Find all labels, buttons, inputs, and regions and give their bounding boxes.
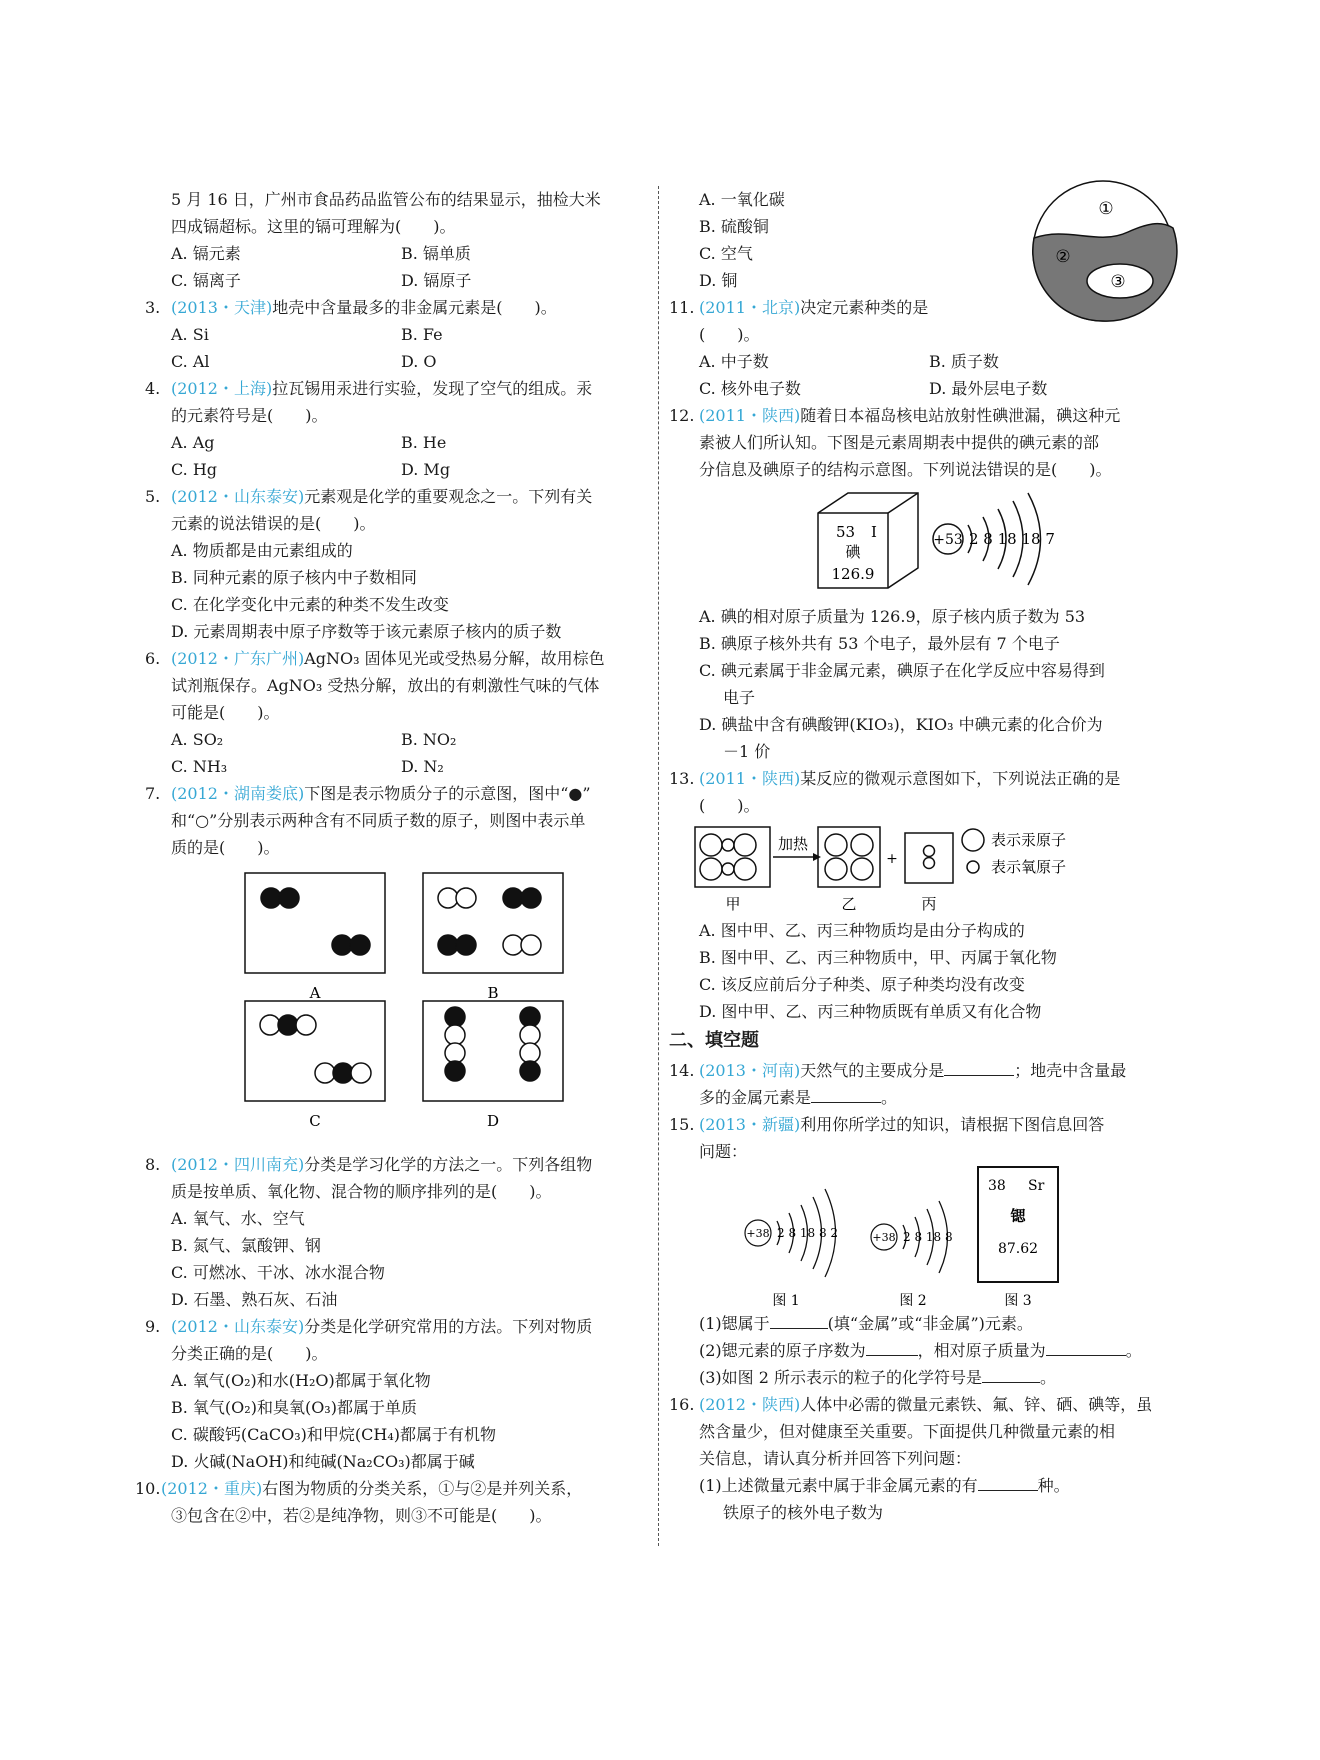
q5-number: 5. [145,487,161,506]
q11-options-row1 [673,348,1178,375]
q11-number: 11. [669,298,695,317]
q13-option-b: B. 图中甲、乙、丙三种物质中，甲、丙属于氧化物 [699,948,1057,967]
q15-stem [669,1111,1178,1138]
reaction-condition: 加热 [777,835,809,853]
fig2-nucleus: +38 [872,1231,896,1244]
iodine-shell-electrons: 2 8 18 18 7 [969,530,1055,548]
q6-option-c: C. NH₃ [171,757,228,776]
q16-sub1 [673,1472,1178,1499]
q15-sub3-text-b: 。 [1040,1368,1057,1387]
q4-option-b: B. He [401,433,447,452]
q6-stem [145,645,645,672]
fig2-shells: 2 8 18 8 [903,1230,953,1244]
section-fill-in-title: 二、填空题 [669,1030,759,1051]
q5-text2: 元素的说法错误的是( )。 [171,514,376,533]
q5-text: 元素观是化学的重要观念之一。下列有关 [304,487,593,506]
q12-stem [669,402,1178,429]
q4-option-d: D. Mg [401,460,451,479]
q14-text: 天然气的主要成分是 [800,1061,945,1080]
legend-mercury: 表示汞原子 [991,831,1067,849]
q16-text2: 然含量少，但对健康至关重要。下面提供几种微量元素的相 [699,1422,1116,1441]
q2-line1: 5 月 16 日，广州市食品药品监管公布的结果显示，抽检大米 [171,190,601,209]
q11-option-a: A. 中子数 [699,352,769,371]
q12-option-c: C. 碘元素属于非金属元素，碘原子在化学反应中容易得到 [699,661,1105,680]
q15-sub2-text-b: ，相对原子质量为 [917,1341,1046,1360]
q7-text3: 质的是( )。 [171,838,280,857]
q8-text: 分类是学习化学的方法之一。下列各组物 [304,1155,593,1174]
right-column [669,186,1178,1526]
q16-number: 16. [669,1395,695,1414]
q7-label-c: C [309,1112,321,1130]
q7-label-b: B [487,984,499,1002]
q13-figure [673,819,1178,917]
q16-sub1-text-a: (1)上述微量元素中属于非金属元素的有 [699,1476,978,1495]
q6-text3: 可能是( )。 [171,703,280,722]
q8-option-c: C. 可燃冰、干冰、冰水混合物 [171,1263,385,1282]
q2-line2: 四成镉超标。这里的镉可理解为( )。 [171,217,456,236]
q3-source: (2013・天津) [171,298,273,317]
q13-option-c: C. 该反应前后分子种类、原子种类均没有改变 [699,975,1025,994]
q16-text: 人体中必需的微量元素铁、氟、锌、硒、碘等，虽 [800,1395,1153,1414]
fig2-caption: 图 2 [899,1293,927,1309]
q8-source: (2012・四川南充) [171,1155,305,1174]
q15-sub2-blank-1[interactable] [866,1341,918,1356]
q13-option-d: D. 图中甲、乙、丙三种物质既有单质又有化合物 [699,1002,1042,1021]
label-yi: 乙 [841,895,857,913]
q13-option-a: A. 图中甲、乙、丙三种物质均是由分子构成的 [699,921,1025,940]
q12-text: 随着日本福岛核电站放射性碘泄漏，碘这种元 [800,406,1121,425]
label-jia: 甲 [725,895,741,913]
q11-text: 决定元素种类的是 [800,298,929,317]
q14-blank-1[interactable] [944,1061,1014,1076]
q15-sub2-text-c: 。 [1125,1341,1142,1360]
venn-label-3: ③ [1110,272,1126,292]
q4-text2: 的元素符号是( )。 [171,406,328,425]
q6-option-b: B. NO₂ [401,730,457,749]
q7-number: 7. [145,784,161,803]
sr-name: 锶 [1010,1207,1026,1225]
q7-box-d [423,1001,563,1101]
q16-sub1-text-b: 种。 [1037,1476,1070,1495]
q10-option-d: D. 铜 [699,271,738,290]
q8-text2: 质是按单质、氧化物、混合物的顺序排列的是( )。 [171,1182,552,1201]
q14-blank-2[interactable] [811,1088,881,1103]
q10-source: (2012・重庆) [161,1479,263,1498]
q15-sub3-text-a: (3)如图 2 所示表示的粒子的化学符号是 [699,1368,983,1387]
q16-sub1-line2: 铁原子的核外电子数为 [723,1503,884,1522]
q8-option-d: D. 石墨、熟石灰、石油 [171,1290,338,1309]
q11-option-c: C. 核外电子数 [699,379,801,398]
q8-option-b: B. 氮气、氯酸钾、钢 [171,1236,321,1255]
q6-source: (2012・广东广州) [171,649,305,668]
q12-figure [673,483,1178,603]
q7-box-b [423,873,563,973]
q11-options-row2 [673,375,1178,402]
venn-label-2: ② [1055,247,1071,267]
strontium-diagrams [673,1165,1178,1310]
q4-number: 4. [145,379,161,398]
q7-molecule-diagram [145,861,645,1151]
q6-options-row1 [145,726,645,753]
sr-atomic-number: 38 [988,1178,1006,1194]
q7-stem [145,780,645,807]
q9-option-b: B. 氧气(O₂)和臭氧(O₃)都属于单质 [171,1398,417,1417]
q14-text2: 多的金属元素是 [699,1088,812,1107]
q2-options-row2 [145,267,645,294]
q11-source: (2011・北京) [699,298,801,317]
q6-number: 6. [145,649,161,668]
q3-stem [145,294,645,321]
q13-text: 某反应的微观示意图如下，下列说法正确的是 [800,769,1121,788]
q7-figure [145,861,645,1151]
q14-stem [669,1057,1178,1084]
q6-text2: 试剂瓶保存。AgNO₃ 受热分解，放出的有刺激性气味的气体 [171,676,600,695]
iodine-name: 碘 [845,543,861,561]
q4-options-row1 [145,429,645,456]
q13-source: (2011・陕西) [699,769,801,788]
q12-option-b: B. 碘原子核外共有 53 个电子，最外层有 7 个电子 [699,634,1060,653]
q11-text2: ( )。 [699,325,760,344]
q9-option-d: D. 火碱(NaOH)和纯碱(Na₂CO₃)都属于碱 [171,1452,475,1471]
q6-option-a: A. SO₂ [171,730,224,749]
fig1-caption: 图 1 [772,1293,800,1309]
q4-option-a: A. Ag [171,433,215,452]
q4-text: 拉瓦锡用汞进行实验，发现了空气的组成。汞 [272,379,593,398]
q10-number: 10. [135,1479,161,1498]
q9-option-c: C. 碳酸钙(CaCO₃)和甲烷(CH₄)都属于有机物 [171,1425,496,1444]
venn-label-1: ① [1098,199,1114,219]
q15-figure [673,1165,1178,1310]
q6-options-row2 [145,753,645,780]
q3-text: 地壳中含量最多的非金属元素是( )。 [272,298,557,317]
q8-option-a: A. 氧气、水、空气 [171,1209,305,1228]
left-column [135,186,645,1529]
q3-option-d: D. O [401,352,437,371]
q12-text3: 分信息及碘原子的结构示意图。下列说法错误的是( )。 [699,460,1112,479]
q15-text: 利用你所学过的知识，请根据下图信息回答 [800,1115,1105,1134]
q3-options-row2 [145,348,645,375]
q5-option-d: D. 元素周期表中原子序数等于该元素原子核内的质子数 [171,622,562,641]
q7-text2: 和“○”分别表示两种含有不同质子数的原子，则图中表示单 [171,811,586,830]
q12-source: (2011・陕西) [699,406,801,425]
q3-options-row1 [145,321,645,348]
q14-number: 14. [669,1061,695,1080]
q13-number: 13. [669,769,695,788]
q3-option-b: B. Fe [401,325,443,344]
q12-option-d: D. 碘盐中含有碘酸钾(KIO₃)，KIO₃ 中碘元素的化合价为 [699,715,1103,734]
q12-option-c-cont: 电子 [723,688,756,707]
q14-line2 [673,1084,1178,1111]
q5-source: (2012・山东泰安) [171,487,305,506]
q4-source: (2012・上海) [171,379,273,398]
iodine-symbol: I [871,523,877,541]
fig3-caption: 图 3 [1004,1293,1032,1309]
q6-option-d: D. N₂ [401,757,444,776]
q7-label-a: A [309,984,321,1002]
label-bing: 丙 [921,895,937,913]
q15-sub2-blank-2[interactable] [1046,1341,1126,1356]
q4-stem [145,375,645,402]
q15-sub1 [673,1310,1178,1337]
q11-option-d: D. 最外层电子数 [929,379,1048,398]
q15-sub1-text-a: (1)锶属于 [699,1314,770,1333]
q14-end: 。 [881,1088,898,1107]
iodine-atomic-number: 53 [836,523,856,541]
q14-text-mid: ；地壳中含量最 [1014,1061,1127,1080]
q16-sub1-blank[interactable] [978,1476,1038,1491]
iodine-diagram [673,483,1178,603]
q16-source: (2012・陕西) [699,1395,801,1414]
q8-number: 8. [145,1155,161,1174]
q2-options-row1 [145,240,645,267]
q7-text: 下图是表示物质分子的示意图，图中“●” [304,784,591,803]
q3-option-c: C. Al [171,352,210,371]
q2-option-a: A. 镉元素 [171,244,241,263]
q9-source: (2012・山东泰安) [171,1317,305,1336]
q9-text2: 分类正确的是( )。 [171,1344,328,1363]
fig1-shells: 2 8 18 8 2 [777,1226,839,1240]
q15-source: (2013・新疆) [699,1115,801,1134]
q6-text: AgNO₃ 固体见光或受热易分解，故用棕色 [304,649,605,668]
q7-box-a [245,873,385,973]
q16-text3: 关信息，请认真分析并回答下列问题： [699,1449,972,1468]
q10-option-b: B. 硫酸铜 [699,217,769,236]
q5-stem [145,483,645,510]
q4-option-c: C. Hg [171,460,218,479]
iodine-nucleus-charge: +53 [933,532,963,548]
sr-symbol: Sr [1028,1178,1045,1194]
q12-number: 12. [669,406,695,425]
q7-label-d: D [486,1112,500,1130]
q3-option-a: A. Si [171,325,209,344]
plus-sign: + [886,851,898,867]
q16-stem [669,1391,1178,1418]
q5-option-b: B. 同种元素的原子核内中子数相同 [171,568,417,587]
sr-mass: 87.62 [997,1241,1039,1257]
q13-stem [669,765,1178,792]
q12-option-d-cont: －1 价 [723,742,771,761]
q9-option-a: A. 氧气(O₂)和水(H₂O)都属于氧化物 [171,1371,431,1390]
q15-sub1-text-b: (填“金属”或“非金属”)元素。 [827,1314,1033,1333]
q5-option-c: C. 在化学变化中元素的种类不发生改变 [171,595,449,614]
q4-options-row2 [145,456,645,483]
q10-text: 右图为物质的分类关系，①与②是并列关系， [262,1479,583,1498]
q5-option-a: A. 物质都是由元素组成的 [171,541,353,560]
q2-option-d: D. 镉原子 [401,271,472,290]
q15-sub2-text-a: (2)锶元素的原子序数为 [699,1341,866,1360]
q10-stem [135,1475,645,1502]
q10-option-c: C. 空气 [699,244,753,263]
q15-sub1-blank[interactable] [770,1314,828,1329]
q15-number: 15. [669,1115,695,1134]
q9-stem [145,1313,645,1340]
classification-venn-diagram [1028,176,1178,326]
q15-sub2 [673,1337,1178,1364]
q15-text2: 问题： [699,1142,748,1161]
q9-number: 9. [145,1317,161,1336]
q9-text: 分类是化学研究常用的方法。下列对物质 [304,1317,593,1336]
q3-number: 3. [145,298,161,317]
fig1-nucleus: +38 [746,1227,770,1240]
reaction-diagram [673,819,1178,917]
legend-oxygen: 表示氧原子 [991,858,1067,876]
q11-option-b: B. 质子数 [929,352,999,371]
q8-stem [145,1151,645,1178]
q15-sub3-blank[interactable] [982,1368,1040,1383]
q13-text2: ( )。 [699,796,760,815]
box-yi [818,827,880,887]
q7-source: (2012・湖南娄底) [171,784,305,803]
q14-source: (2013・河南) [699,1061,801,1080]
q12-text2: 素被人们所认知。下图是元素周期表中提供的碘元素的部 [699,433,1100,452]
q15-sub3 [673,1364,1178,1391]
q2-option-c: C. 镉离子 [171,271,241,290]
q12-option-a: A. 碘的相对原子质量为 126.9，原子核内质子数为 53 [699,607,1086,626]
q10-text2: ③包含在②中，若②是纯净物，则③不可能是( )。 [171,1506,552,1525]
column-divider [658,186,659,1546]
q10-option-a: A. 一氧化碳 [699,190,785,209]
iodine-mass: 126.9 [831,565,875,583]
q2-option-b: B. 镉单质 [401,244,471,263]
